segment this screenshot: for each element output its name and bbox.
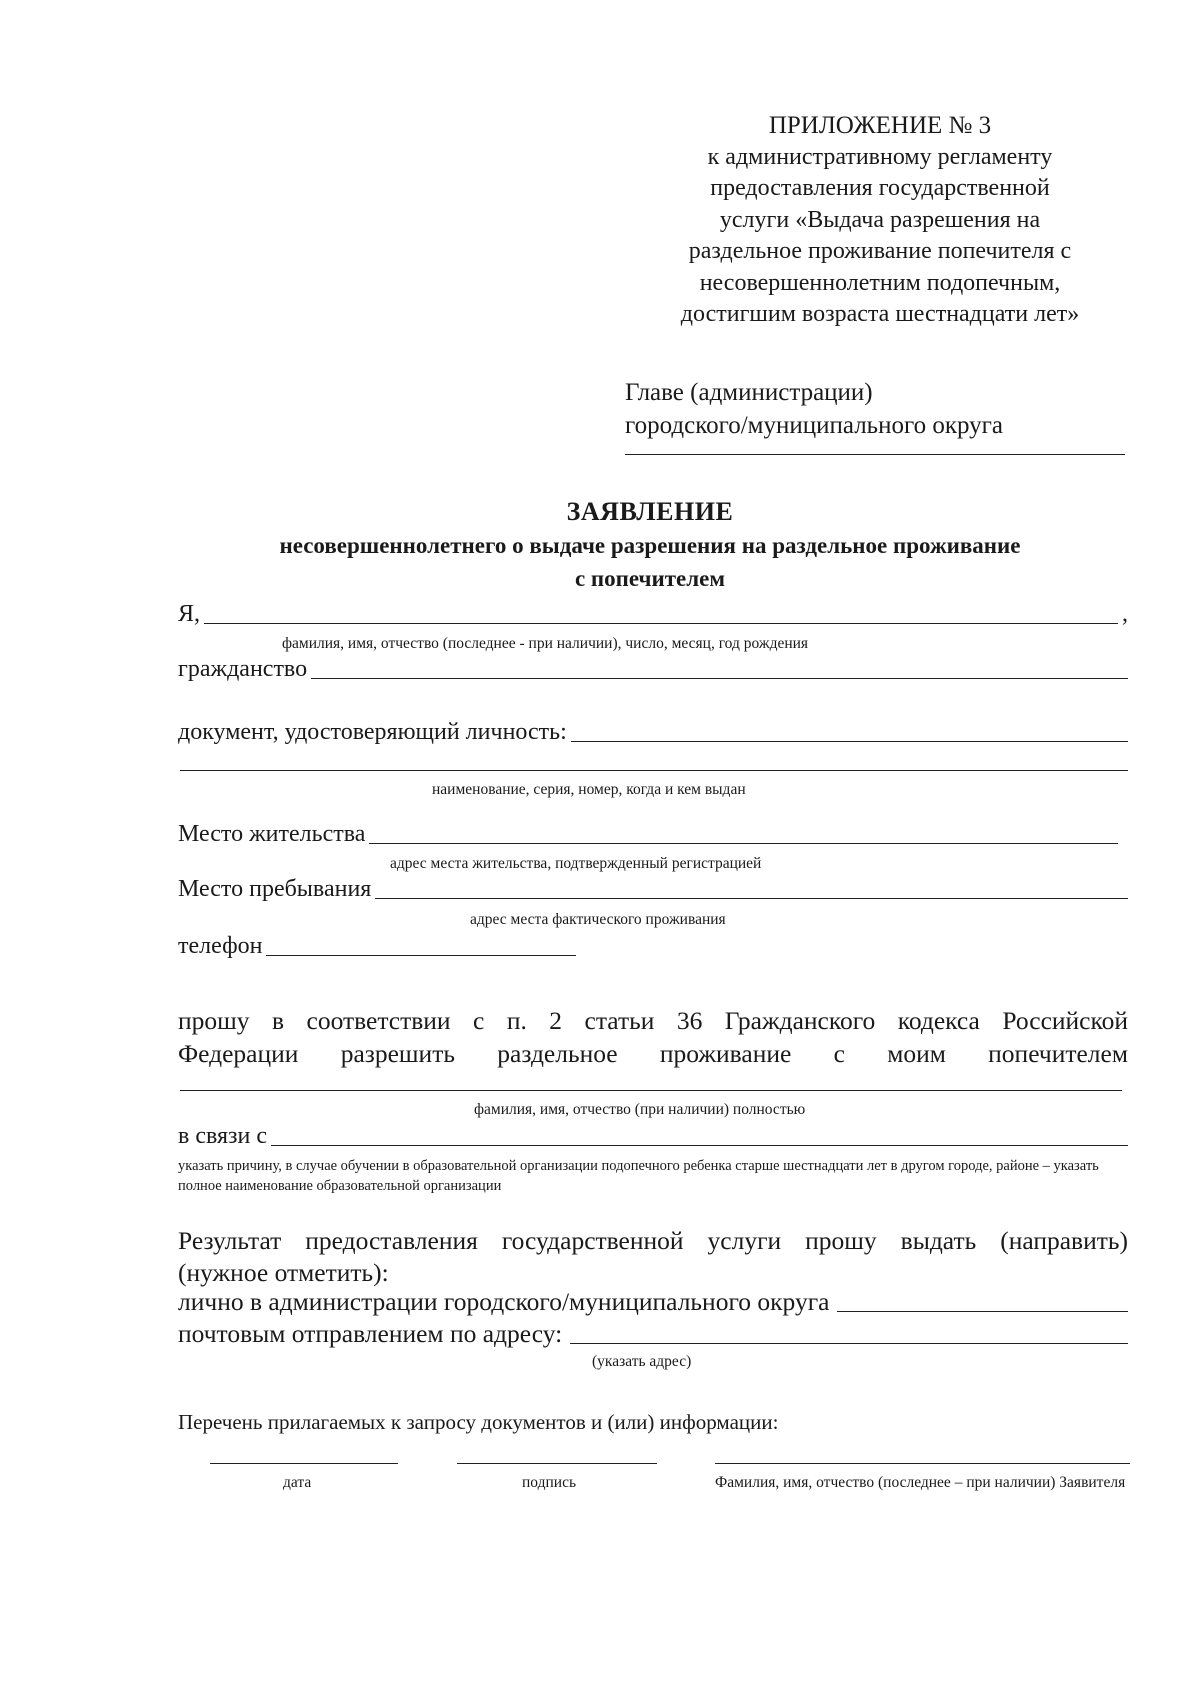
- applicant-name-comma: ,: [1122, 601, 1128, 627]
- id-document-caption: наименование, серия, номер, когда и кем выдан: [432, 781, 746, 798]
- result-line-1: Результат предоставления государственной услуги прошу выдать (направить): [178, 1226, 1128, 1255]
- title-main: ЗАЯВЛЕНИЕ: [566, 497, 734, 526]
- stay-row: [178, 875, 1128, 903]
- result-option-mail-field[interactable]: [570, 1343, 1128, 1344]
- id-document-field-2[interactable]: [180, 770, 1128, 771]
- appendix-line: предоставления государственной: [710, 175, 1050, 201]
- citizenship-label: гражданство: [178, 656, 308, 682]
- appendix-line: раздельное проживание попечителя с: [688, 238, 1072, 264]
- date-caption: дата: [283, 1474, 312, 1491]
- phone-field[interactable]: [266, 955, 576, 956]
- residence-row: [178, 820, 1118, 848]
- guardian-name-field[interactable]: [180, 1090, 1122, 1091]
- signature-caption: подпись: [522, 1474, 577, 1491]
- title-sub-1: несовершеннолетнего о выдаче разрешения на раздельное проживание: [279, 533, 1021, 558]
- residence-caption: адрес места жительства, подтвержденный регистрацией: [390, 855, 762, 872]
- phone-row: [178, 932, 1128, 960]
- mail-address-caption: (указать адрес): [592, 1353, 692, 1370]
- reason-row: [178, 1122, 1128, 1150]
- stay-field[interactable]: [375, 898, 1128, 899]
- appendix-line: к административному регламенту: [707, 143, 1053, 170]
- appendix-number: ПРИЛОЖЕНИЕ № 3: [768, 112, 992, 139]
- residence-label: Место жительства: [178, 821, 366, 847]
- result-option-personal-row: [178, 1288, 1128, 1316]
- applicant-name-field[interactable]: [204, 623, 1118, 624]
- applicant-name-caption: фамилия, имя, отчество (последнее - при наличии), число, месяц, год рождения: [282, 635, 809, 652]
- addressee-fill-line[interactable]: [625, 454, 1125, 455]
- attachments-label: Перечень прилагаемых к запросу документов и (или) информации:: [178, 1410, 779, 1434]
- result-option-mail-row: [178, 1320, 1128, 1348]
- appendix-line: несовершеннолетним подопечным,: [699, 269, 1061, 296]
- date-field[interactable]: [210, 1463, 398, 1464]
- applicant-full-name-caption: Фамилия, имя, отчество (последнее – при наличии) Заявителя: [715, 1474, 1126, 1491]
- addressee-line-1: Главе (администрации): [625, 379, 873, 406]
- signature-field[interactable]: [457, 1463, 657, 1464]
- result-option-personal-label: лично в администрации городского/муниципального округа: [178, 1287, 830, 1316]
- reason-field[interactable]: [271, 1145, 1128, 1146]
- applicant-name-label: Я,: [178, 601, 201, 627]
- guardian-name-caption: фамилия, имя, отчество (при наличии) полностью: [474, 1101, 806, 1118]
- phone-label: телефон: [178, 933, 263, 959]
- reason-note: указать причину, в случае обучении в образовательной организации подопечного ребенка старше шестнадцати лет в другом городе, районе – указать полное наименование образовательной организации: [178, 1158, 1099, 1194]
- document-title: [170, 495, 1130, 595]
- appendix-line: услуги «Выдача разрешения на: [719, 206, 1041, 233]
- stay-label: Место пребывания: [178, 876, 372, 902]
- residence-field[interactable]: [369, 843, 1118, 844]
- reason-label: в связи с: [178, 1123, 268, 1149]
- appendix-line: достигшим возраста шестнадцати лет»: [680, 301, 1080, 327]
- citizenship-row: [178, 655, 1128, 683]
- applicant-full-name-field[interactable]: [715, 1463, 1130, 1464]
- title-sub-2: с попечителем: [574, 566, 726, 591]
- id-document-label: документ, удостоверяющий личность:: [178, 719, 567, 745]
- result-option-mail-label: почтовым отправлением по адресу:: [178, 1319, 563, 1348]
- result-line-2: (нужное отметить):: [178, 1258, 389, 1287]
- addressee-line-2: городского/муниципального округа: [625, 412, 1004, 439]
- citizenship-field[interactable]: [311, 678, 1128, 679]
- request-line-2: Федерации разрешить раздельное проживание с моим попечителем: [178, 1039, 1128, 1068]
- request-line-1: прошу в соответствии с п. 2 статьи 36 Гражданского кодекса Российской: [178, 1006, 1128, 1035]
- id-document-row: [178, 718, 1128, 746]
- applicant-name-row: [178, 600, 1128, 628]
- appendix-header: [640, 110, 1120, 331]
- result-option-personal-field[interactable]: [837, 1311, 1128, 1312]
- stay-caption: адрес места фактического проживания: [470, 911, 726, 928]
- attachments-row: [178, 1408, 1128, 1436]
- id-document-field[interactable]: [571, 741, 1128, 742]
- addressee-block: [625, 376, 1135, 455]
